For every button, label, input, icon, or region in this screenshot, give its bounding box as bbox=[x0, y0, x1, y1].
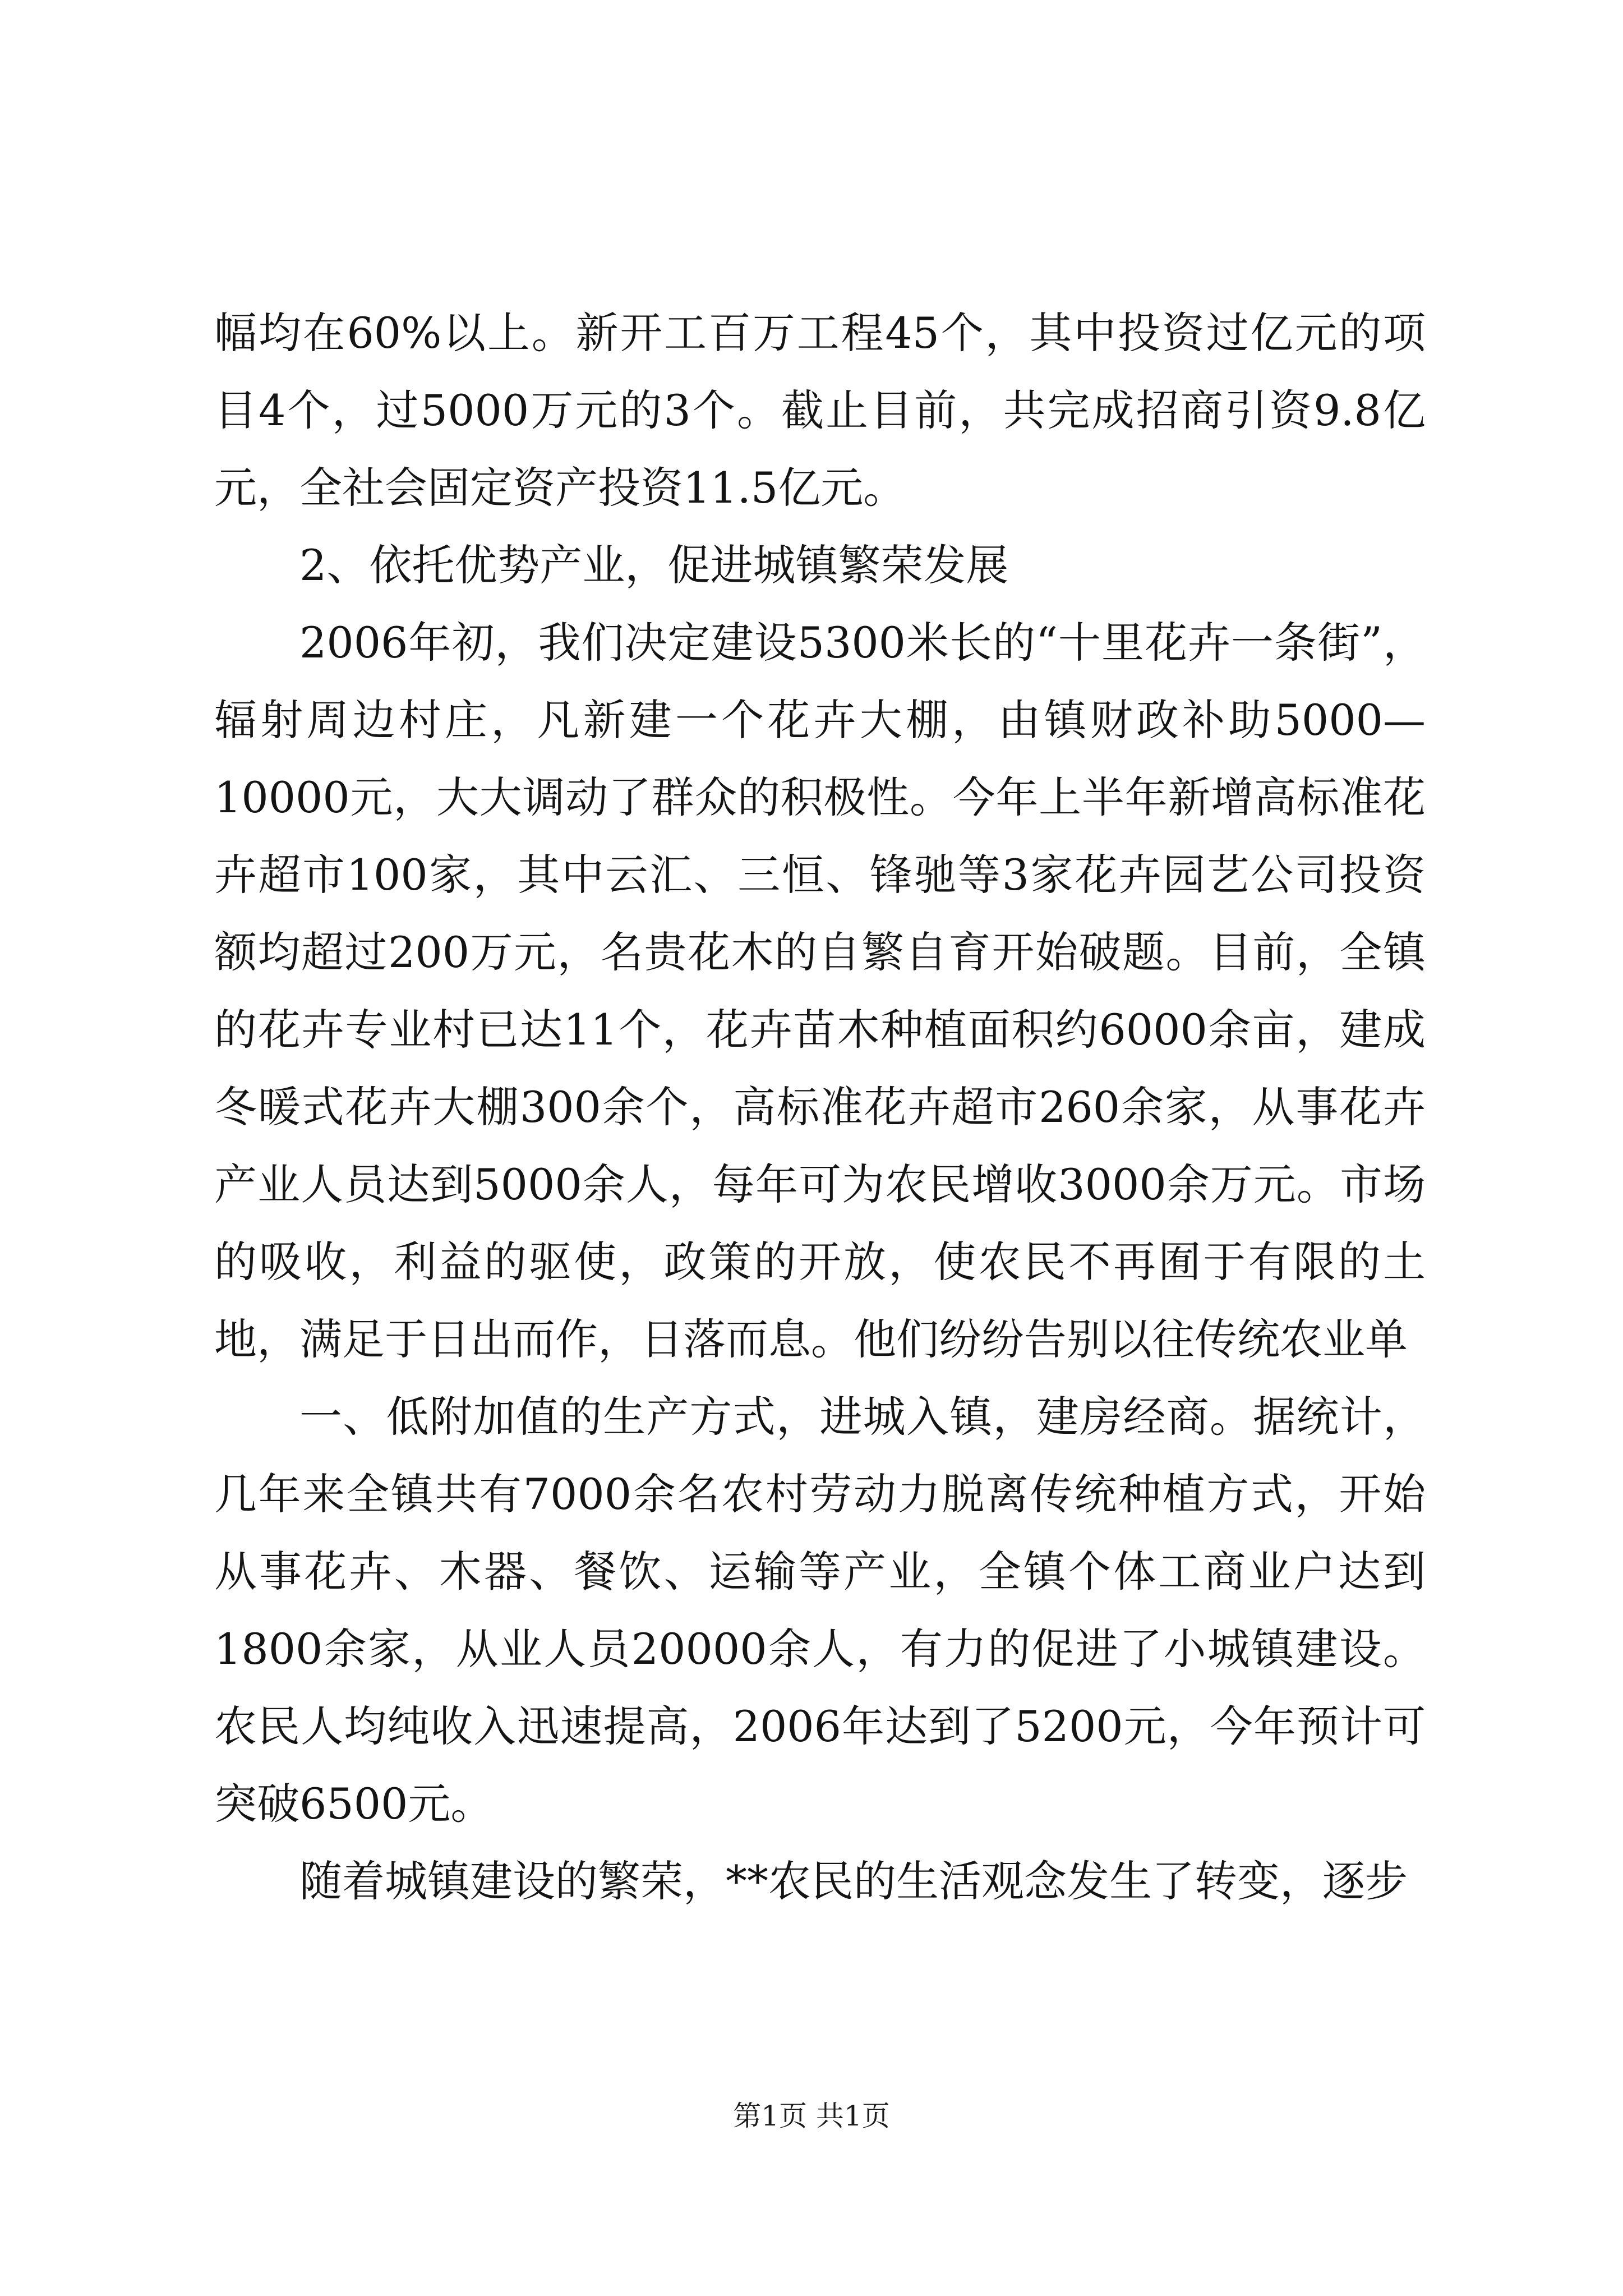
document-body bbox=[214, 295, 1426, 1920]
paragraph-investment-summary: 幅均在60%以上。新开工百万工程45个，其中投资过亿元的项目4个，过5000万元的3个。截止目前，共完成招商引资9.8亿元，全社会固定资产投资11.5亿元。 bbox=[214, 308, 1426, 513]
paragraph-labor-transfer: 一、低附加值的生产方式，进城入镇，建房经商。据统计，几年来全镇共有7000余名农村劳动力脱离传统种植方式，开始从事花卉、木器、餐饮、运输等产业，全镇个体工商业户达到1800余家，从业人员20000余人，有力的促进了小城镇建设。农民人均纯收入迅速提高，2006年达到了5200元，今年预计可突破6500元。 bbox=[214, 1392, 1426, 1829]
section-heading: 2、依托优势产业，促进城镇繁荣发展 bbox=[299, 540, 1009, 590]
paragraph-lifestyle-change: 随着城镇建设的繁荣，**农民的生活观念发生了转变，逐步 bbox=[299, 1856, 1408, 1906]
page-footer: 第1页 共1页 bbox=[733, 2100, 890, 2132]
paragraph-flower-street: 2006年初，我们决定建设5300米长的“十里花卉一条街”，辐射周边村庄，凡新建一个花卉大棚，由镇财政补助5000—10000元，大大调动了群众的积极性。今年上半年新增高标准花卉超市100家，其中云汇、三恒、锋驰等3家花卉园艺公司投资额均超过200万元，名贵花木的自繁自育开始破题。目前，全镇的花卉专业村已达11个，花卉苗木种植面积约6000余亩，建成冬暖式花卉大棚300余个，高标准花卉超市260余家，从事花卉产业人员达到5000余人，每年可为农民增收3000余万元。市场的吸收，利益的驱使，政策的开放，使农民不再囿于有限的土地，满足于日出而作，日落而息。他们纷纷告别以往传统农业单 bbox=[214, 618, 1426, 1364]
